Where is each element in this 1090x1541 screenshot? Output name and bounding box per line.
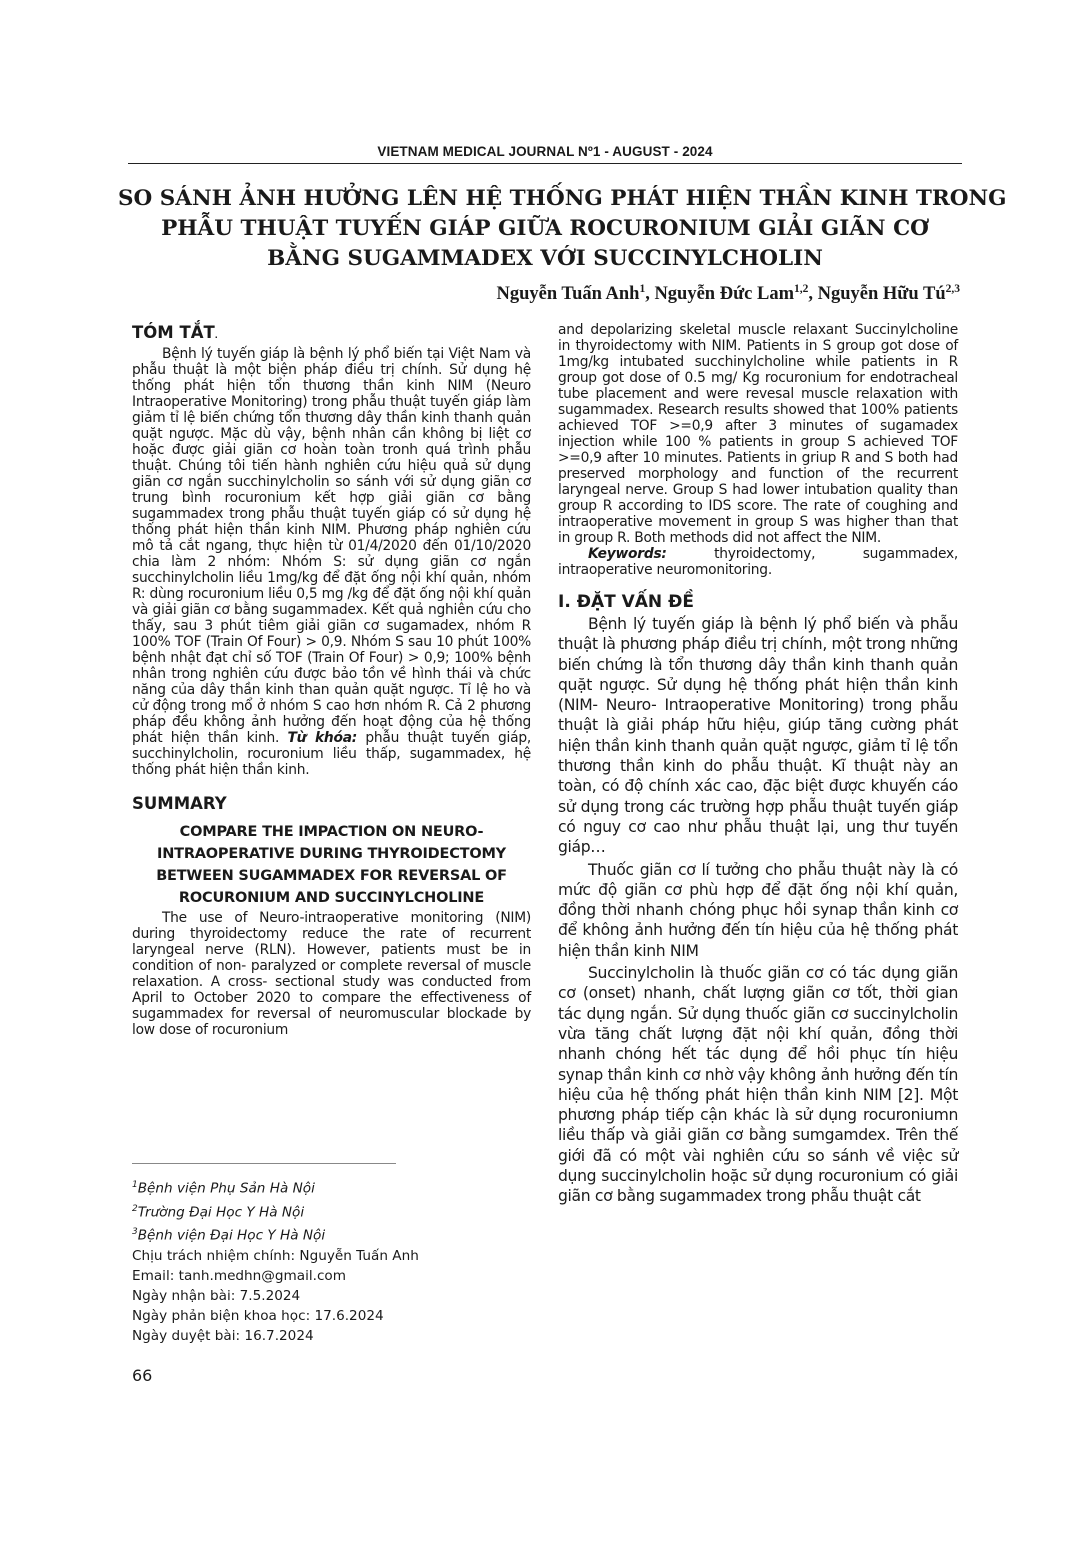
introduction-heading: I. ĐẶT VẤN ĐỀ <box>558 592 694 612</box>
left-column <box>132 323 531 1038</box>
author-affiliation: 1 <box>639 283 646 295</box>
title-line-2: PHẪU THUẬT TUYẾN GIÁP GIỮA ROCURONIUM GIẢI GIÃN CƠ <box>161 216 929 241</box>
vietnamese-abstract: Bệnh lý tuyến giáp là bệnh lý phổ biến tại Việt Nam và phẫu thuật là một biện pháp điều trị chính. Sử dụng hệ thống phát hiện tổn thương thần kinh NIM (Neuro Intraoperative Monitoring) trong phẫu thuật tuyến giáp làm giảm tỉ lệ biến chứng tổn thương dây thần kinh thanh quản quặt ngược. Mặc dù vậy, bệnh nhân cần không bị liệt cơ hoặc được giải giãn cơ hoàn toàn tronh quá trình phẫu thuật. Chúng tôi tiến hành nghiên cứu hiệu quả sử dụng giãn cơ ngắn succhinylcholin so sánh với sử dụng giãn cơ trung bình rocuronium kết hợp giải giãn cơ bằng sugammadex trong phẫu thuật tuyến giáp có sử dụng hệ thống phát hiện thần kinh NIM. Phương pháp nghiên cứu mô tả cắt ngang, thực hiện từ 01/4/2020 đến 01/10/2020 chia làm 2 nhóm: Nhóm S: sử dụng giãn cơ ngắn succhinylcholin liều 1mg/kg để đặt ống nội khí quản, nhóm R: dùng rocuronium liều 0,5 mg /kg để đặt ống nội khí quản và giải giãn cơ bằng sugammadex. Kết quả nghiên cứu cho thấy, sau 3 phút tiêm giải giãn cơ sugamadex, nhóm R 100% TOF (Train Of Four) > 0,9. Nhóm S sau 10 phút 100% bệnh nhật đạt chỉ số TOF (Train Of Four) > 0,9; 100% bệnh nhân trong nghiên cứu được bảo tồn về hình thái và chức năng của dây thần kinh than quản quặt ngược. Tỉ lệ ho và cử động trong mổ ở nhóm S cao hơn nhóm R. Cả 2 phương pháp đều không ảnh hưởng đến hoạt động của hệ thống phát hiện thần kinh. Từ khóa: phẫu thuật tuyến giáp, succhinylcholin, rocuronium liều thấp, sugammadex, hệ thống phát hiện thần kinh. <box>132 346 531 778</box>
english-abstract-right: and depolarizing skeletal muscle relaxant Succinylcholine in thyroidectomy with NIM. Patients in S group got dose of 1mg/kg intubated succhinylcholine while patients in R group got dose of 0.5 mg/ Kg rocuronium for endotracheal tube placement and were revesal muscle relaxation with sugammadex. Research results showed that 100% patients achieved TOF >=0,9 after 3 minutes of sugamadex injection while 100 % patients in group S achieved TOF >=0,9 after 10 minutes. Patients in griup R and S both had preserved morphology and function of the recurrent laryngeal nerve. Group S had lower intubation quality than group R according to IDS score. The rate of coughing and intraoperative movement in group S was higher than that in group R. Both methods did not affect the NIM. <box>558 322 958 546</box>
author-name: Nguyễn Hữu Tú <box>817 284 946 305</box>
author-name: Nguyễn Tuấn Anh <box>496 284 640 305</box>
right-column <box>558 322 958 1207</box>
corresponding-author: Chịu trách nhiệm chính: Nguyễn Tuấn Anh <box>132 1247 419 1264</box>
intro-paragraph-2: Thuốc giãn cơ lí tưởng cho phẫu thuật này là có mức độ giãn cơ phù hợp để đặt ống nội khí quản, đồng thời nhanh chóng phục hồi synap thần kinh cơ để không ảnh hưởng đến tín hiệu của hệ thống phát hiện thần kinh NIM <box>558 860 958 960</box>
summary-heading: SUMMARY <box>132 794 227 813</box>
english-title: COMPARE THE IMPACTION ON NEURO-INTRAOPERATIVE DURING THYROIDECTOMY BETWEEN SUGAMMADEX FOR REVERSAL OF ROCURONIUM AND SUCCINYLCHOLINE <box>156 824 507 906</box>
intro-paragraph-3: Succinylcholin là thuốc giãn cơ có tác dụng giãn cơ (onset) nhanh, chất lượng giãn cơ tốt, thời gian tác dụng ngắn. Sử dụng thuốc giãn cơ succinylcholin vừa tăng chất lượng đặt nội khí quản, đồng thời nhanh chóng hết tác dụng để hồi phục tín hiệu synap thần kinh cơ nhờ vậy không ảnh hưởng đến tín hiệu của hệ thống phát hiện thần kinh NIM [2]. Một phương pháp tiếp cận khác là sử dụng rocuroniumn liều thấp và giải giãn cơ bằng sumgamdex. Trên thế giới đã có một vài nghiên cứu so sánh về việc sử dụng succinylcholin hoặc sử dụng rocuronium có giải giãn cơ bằng sugammadex trong phẫu thuật cắt <box>558 964 958 1206</box>
author-name: Nguyễn Đức Lam <box>654 284 795 305</box>
footnote-divider <box>132 1163 396 1164</box>
running-header: VIETNAM MEDICAL JOURNAL Nº1 - AUGUST - 2024 <box>377 144 713 159</box>
affiliation-2: $^2$Trường Đại Học Y Hà Nội <box>132 1203 305 1221</box>
page-number: 66 <box>132 1366 153 1385</box>
author-affiliation: 2,3 <box>945 283 960 295</box>
affiliation-3: $^3$Bệnh viện Đại Học Y Hà Nội <box>132 1227 326 1244</box>
keywords-label: Từ khóa: <box>287 730 358 746</box>
intro-paragraph-1: Bệnh lý tuyến giáp là bệnh lý phổ biến và phẫu thuật là phương pháp điều trị chính, một trong những biến chứng là tổn thương dây thần kinh thanh quản quặt ngược. Sử dụng hệ thống phát hiện thần kinh (NIM- Neuro- Intraoperative Monitoring) trong phẫu thuật là giải pháp hữu hiệu, giúp tăng cường phát hiện thần kinh thanh quản quặt ngược, giảm tỉ lệ tổn thương thần kinh do phẫu thuật. Kĩ thuật này an toàn, có độ chính xác cao, đặc biệt được khuyến cáo sử dụng trong các trường hợp phẫu thuật tuyến giáp có nguy cơ cao như phẫu thuật lại, ung thư tuyến giáp… <box>558 615 958 857</box>
keywords-label: Keywords: <box>588 546 667 562</box>
author-list: Nguyễn Tuấn Anh$^1$, Nguyễn Đức Lam$^{1,2}$, Nguyễn Hữu Tú$^{2,3}$ <box>496 283 960 305</box>
vietnamese-abstract-heading: TÓM TẮT. <box>132 323 218 342</box>
english-keywords <box>558 546 958 578</box>
date-approved: Ngày duyệt bài: 16.7.2024 <box>132 1328 314 1345</box>
author-affiliation: 1,2 <box>794 283 809 295</box>
email: Email: tanh.medhn@gmail.com <box>132 1267 346 1284</box>
title-line-3: BẰNG SUGAMMADEX VỚI SUCCINYLCHOLIN <box>267 246 823 271</box>
date-reviewed: Ngày phản biện khoa học: 17.6.2024 <box>132 1308 384 1325</box>
keywords: thyroidectomy, sugammadex, intraoperative neuromonitoring. <box>558 546 958 578</box>
footnotes <box>132 1175 532 1346</box>
keywords: phẫu thuật tuyến giáp, succhinylcholin, rocuronium liều thấp, sugammadex, hệ thống phát hiện thần kinh. <box>132 730 531 778</box>
affiliation-1: $^1$Bệnh viện Phụ Sản Hà Nội <box>132 1180 315 1197</box>
article-title <box>118 184 1007 274</box>
date-received: Ngày nhận bài: 7.5.2024 <box>132 1288 301 1305</box>
header-rule <box>128 163 962 164</box>
title-line-1: SO SÁNH ẢNH HƯỞNG LÊN HỆ THỐNG PHÁT HIỆN THẦN KINH TRONG <box>118 186 1007 211</box>
english-abstract-left: The use of Neuro-intraoperative monitoring (NIM) during thyroidectomy reduce the rate of recurrent laryngeal nerve (RLN). However, patients must be in condition of non- paralyzed or complete reversal of muscle relaxation. A cross- sectional study was conducted from April to October 2020 to compare the effectiveness of sugammadex for reversal of neuromuscular blockade by low dose of rocuronium <box>132 910 531 1038</box>
